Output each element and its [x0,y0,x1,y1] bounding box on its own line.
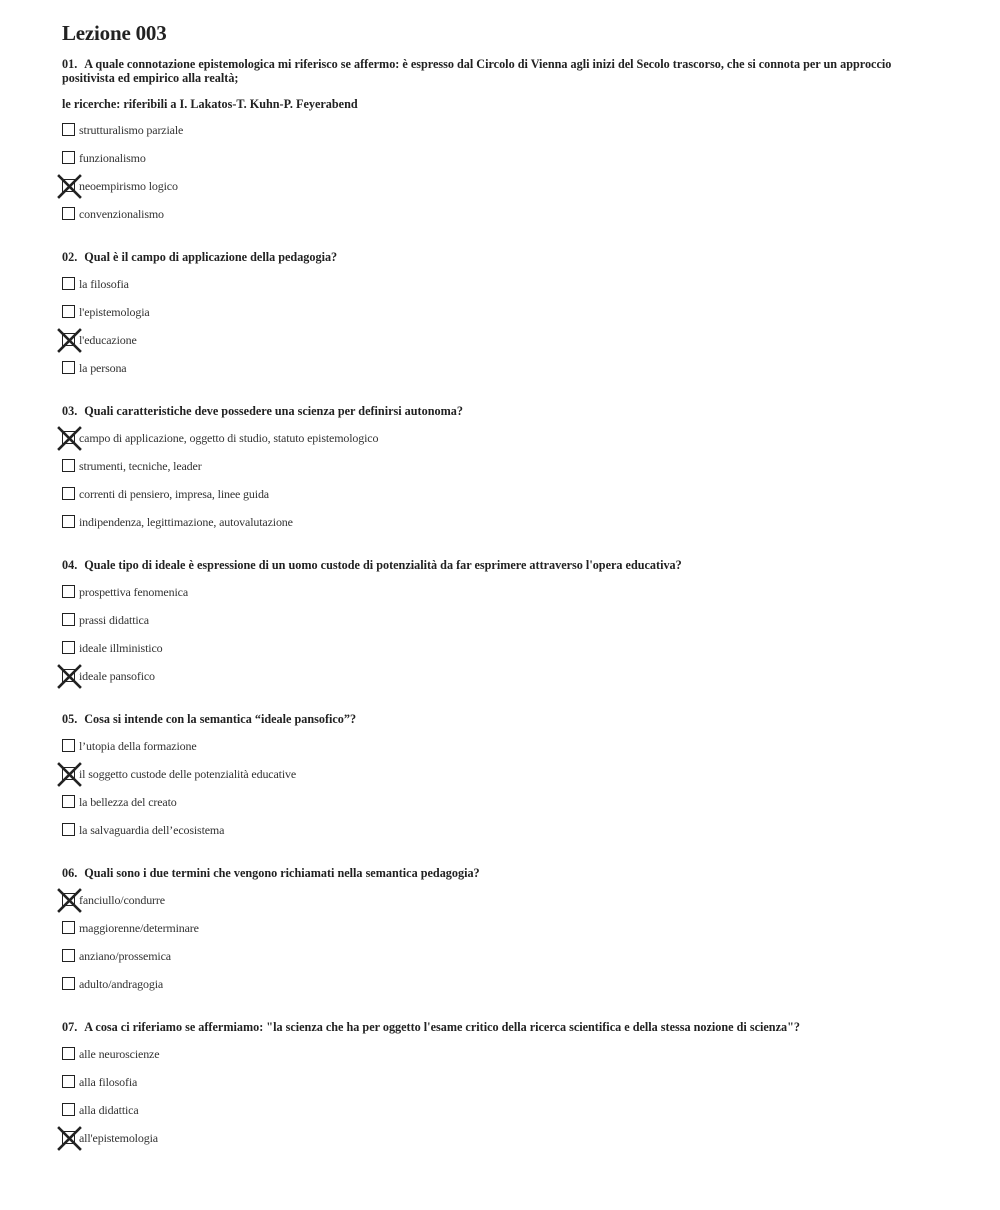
quiz-page [62,18,942,1174]
answer-label: il soggetto custode delle potenzialità educative [79,767,297,781]
question-number: 05. [62,712,78,726]
check-x-mark [58,1127,81,1150]
answer-option[interactable] [62,123,942,151]
checkbox-checked[interactable] [62,893,75,906]
checkbox[interactable] [62,123,75,136]
question-number: 01. [62,57,78,71]
lesson-title: Lezione 003 [62,21,167,45]
answer-label: maggiorenne/determinare [79,921,199,935]
checkbox[interactable] [62,459,75,472]
checkbox[interactable] [62,613,75,626]
answer-label: alla didattica [79,1103,139,1117]
answer-option[interactable] [62,613,942,641]
answer-option[interactable] [62,277,942,305]
answer-label: correnti di pensiero, impresa, linee guida [79,487,269,501]
question-text [62,712,942,726]
check-x-mark [58,427,81,450]
answer-option[interactable] [62,641,942,669]
answer-label: l'educazione [79,333,137,347]
question-3 [62,404,942,543]
answer-option[interactable] [62,333,942,361]
question-text [62,558,942,572]
answer-label: fanciullo/condurre [79,893,165,907]
answer-option[interactable] [62,893,942,921]
question-text [62,404,942,418]
question-prompt: Quale tipo di ideale è espressione di un uomo custode di potenzialità da far esprimere attraverso l'opera educativa? [84,558,682,572]
answer-label: funzionalismo [79,151,146,165]
answer-label: ideale pansofico [79,669,155,683]
question-number: 07. [62,1020,78,1034]
question-number: 03. [62,404,78,418]
question-number: 02. [62,250,78,264]
answer-option[interactable] [62,949,942,977]
answer-label: strumenti, tecniche, leader [79,459,202,473]
answer-option[interactable] [62,459,942,487]
question-5 [62,712,942,851]
checkbox[interactable] [62,921,75,934]
answer-option[interactable] [62,515,942,543]
question-7 [62,1020,942,1159]
checkbox[interactable] [62,585,75,598]
answer-label: strutturalismo parziale [79,123,184,137]
question-subtext: le ricerche: riferibili a I. Lakatos-T. Kuhn-P. Feyerabend [62,97,358,111]
answer-label: la filosofia [79,277,129,291]
check-x-mark [58,665,81,688]
checkbox[interactable] [62,1103,75,1116]
answer-option[interactable] [62,207,942,235]
answer-label: anziano/prossemica [79,949,171,963]
check-x-mark [58,763,81,786]
answer-option[interactable] [62,795,942,823]
checkbox[interactable] [62,641,75,654]
answer-label: la persona [79,361,127,375]
answer-option[interactable] [62,823,942,851]
answer-label: adulto/andragogia [79,977,164,991]
checkbox-checked[interactable] [62,1131,75,1144]
answer-option[interactable] [62,739,942,767]
answer-label: campo di applicazione, oggetto di studio, statuto epistemologico [79,431,379,445]
checkbox[interactable] [62,487,75,500]
question-text [62,1020,942,1034]
question-list [62,57,942,1159]
answer-label: prospettiva fenomenica [79,585,188,599]
answer-option[interactable] [62,977,942,1005]
answer-label: prassi didattica [79,613,149,627]
checkbox[interactable] [62,277,75,290]
answer-label: ideale illministico [79,641,163,655]
answer-option[interactable] [62,305,942,333]
checkbox[interactable] [62,739,75,752]
question-text [62,866,942,880]
question-6 [62,866,942,1005]
checkbox-checked[interactable] [62,669,75,682]
answer-label: la salvaguardia dell’ecosistema [79,823,225,837]
question-prompt: Quali caratteristiche deve possedere una scienza per definirsi autonoma? [84,404,463,418]
answer-label: convenzionalismo [79,207,164,221]
checkbox[interactable] [62,515,75,528]
answer-option[interactable] [62,487,942,515]
checkbox[interactable] [62,977,75,990]
answer-option[interactable] [62,151,942,179]
answer-label: alla filosofia [79,1075,138,1089]
question-1 [62,57,942,235]
checkbox[interactable] [62,1047,75,1060]
answer-option[interactable] [62,361,942,389]
checkbox[interactable] [62,823,75,836]
answer-label: indipendenza, legittimazione, autovalutazione [79,515,293,529]
check-x-mark [58,889,81,912]
question-2 [62,250,942,389]
answer-option[interactable] [62,431,942,459]
checkbox[interactable] [62,949,75,962]
check-x-mark [58,329,81,352]
answer-option[interactable] [62,179,942,207]
question-prompt: A quale connotazione epistemologica mi riferisco se affermo: è espresso dal Circolo di Vienna agli inizi del Secolo trascorso, che si connota per un approccio positivista ed empirico alla realtà; [62,57,892,85]
checkbox[interactable] [62,305,75,318]
answer-option[interactable] [62,585,942,613]
checkbox-checked[interactable] [62,333,75,346]
answer-option[interactable] [62,1047,942,1075]
question-prompt: A cosa ci riferiamo se affermiamo: "la scienza che ha per oggetto l'esame critico della ricerca scientifica e della stessa nozione di scienza"? [84,1020,800,1034]
answer-option[interactable] [62,767,942,795]
question-prompt: Qual è il campo di applicazione della pedagogia? [84,250,338,264]
question-number: 04. [62,558,78,572]
question-text [62,57,942,85]
checkbox-checked[interactable] [62,179,75,192]
answer-option[interactable] [62,1131,942,1159]
checkbox-checked[interactable] [62,431,75,444]
answer-label: l’utopia della formazione [79,739,197,753]
answer-label: alle neuroscienze [79,1047,160,1061]
checkbox[interactable] [62,1075,75,1088]
question-text [62,250,942,264]
question-number: 06. [62,866,78,880]
answer-option[interactable] [62,1103,942,1131]
answer-label: neoempirismo logico [79,179,178,193]
checkbox-checked[interactable] [62,767,75,780]
checkbox[interactable] [62,795,75,808]
question-prompt: Quali sono i due termini che vengono richiamati nella semantica pedagogia? [84,866,480,880]
question-prompt: Cosa si intende con la semantica “ideale pansofico”? [84,712,357,726]
checkbox[interactable] [62,207,75,220]
answer-option[interactable] [62,669,942,697]
answer-option[interactable] [62,1075,942,1103]
check-x-mark [58,175,81,198]
answer-label: la bellezza del creato [79,795,177,809]
answer-label: all'epistemologia [79,1131,158,1145]
question-4 [62,558,942,697]
answer-option[interactable] [62,921,942,949]
checkbox[interactable] [62,151,75,164]
checkbox[interactable] [62,361,75,374]
answer-label: l'epistemologia [79,305,150,319]
